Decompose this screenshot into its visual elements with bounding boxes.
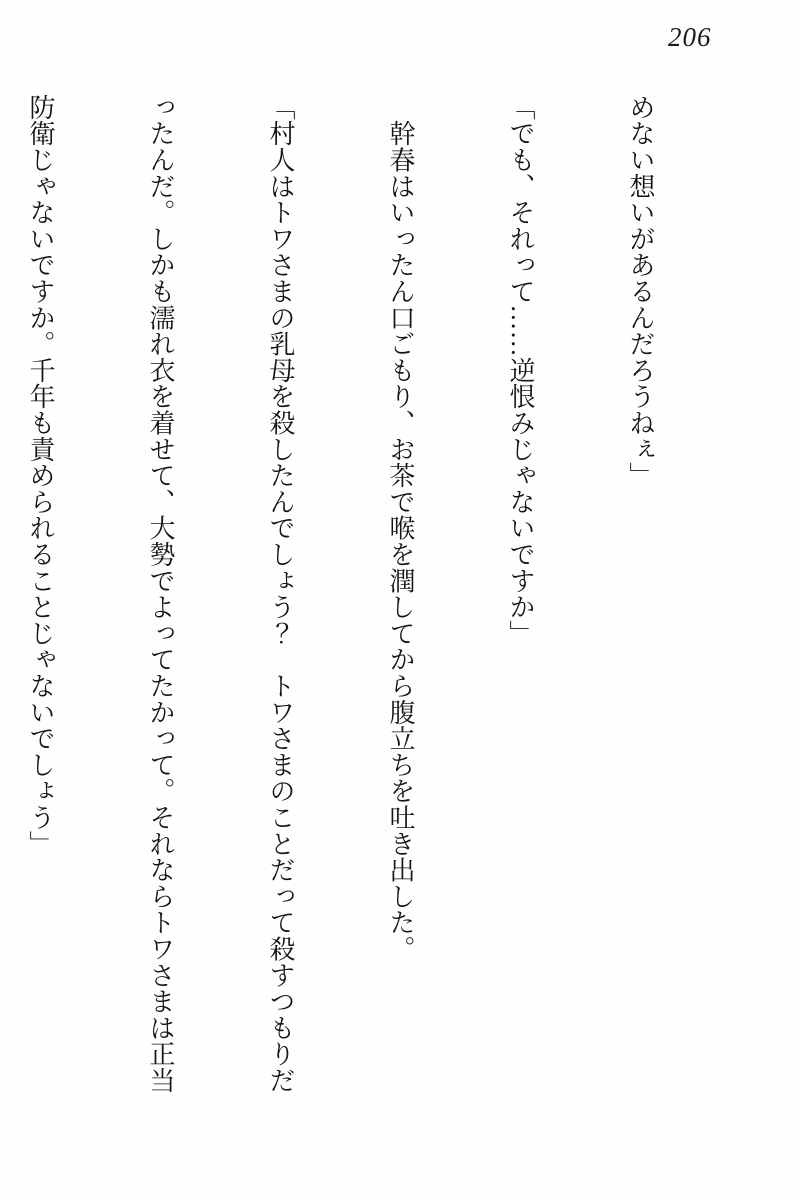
text-line: 防衛じゃないですか。千年も責められることじゃないでしょう」: [26, 94, 55, 857]
text-line: 幹春はいったん口ごもり、お茶で喉を潤してから腹立ちを吐き出した。: [386, 94, 415, 962]
text-line: ったんだ。しかも濡れ衣を着せて、大勢でよってたかって。それならトワさまは正当: [146, 94, 175, 1094]
page-number: 206: [668, 22, 712, 52]
text-line: 「村人はトワさまの乳母を殺したんでしょう？ トワさまのことだって殺すつもりだ: [266, 94, 295, 1094]
text-line: めない想いがあるんだろうねぇ」: [626, 94, 655, 489]
body-text: [26, 94, 740, 1108]
text-line: 「でも、それって……逆恨みじゃないですか」: [506, 94, 535, 647]
